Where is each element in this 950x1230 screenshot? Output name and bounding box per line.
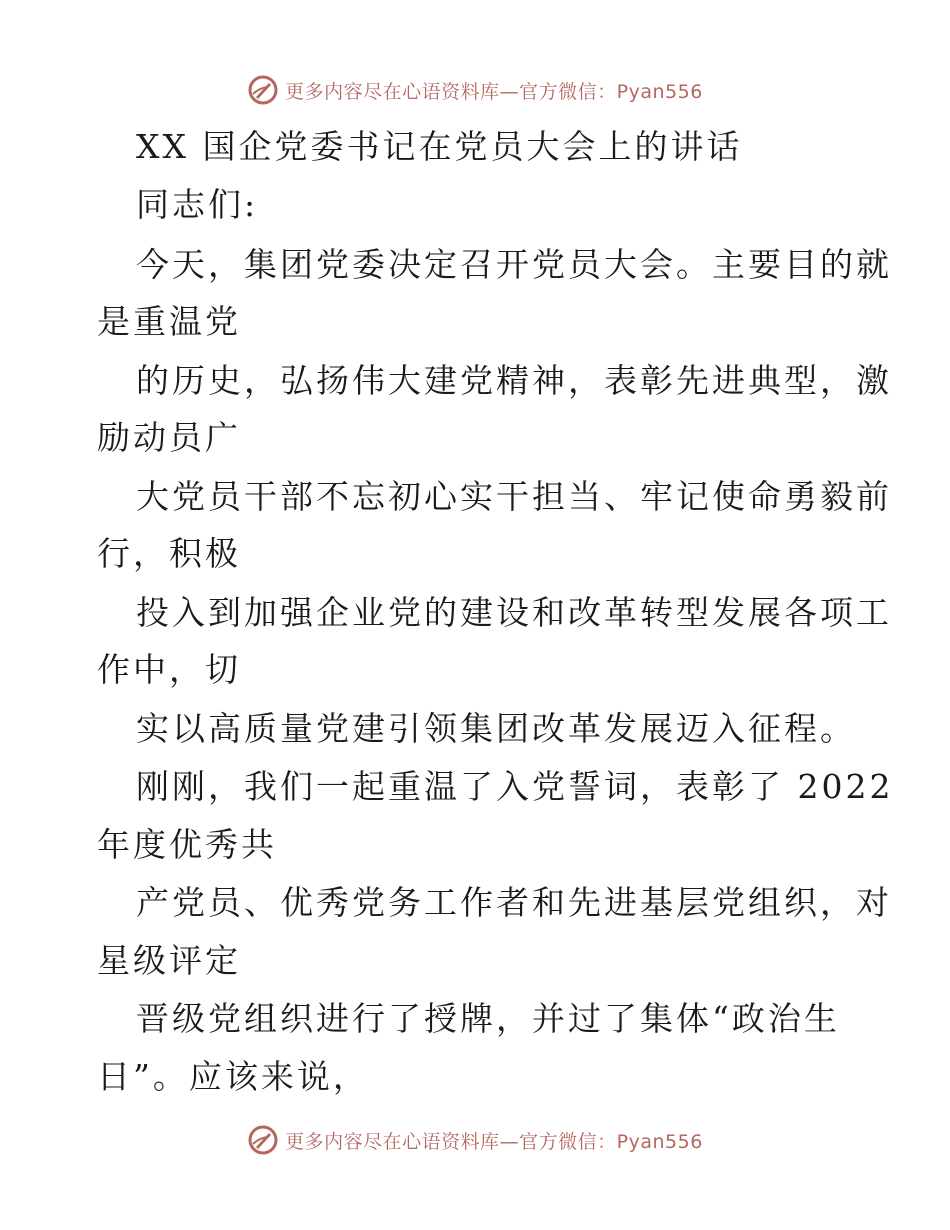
paragraph-line: 励动员广 — [97, 418, 241, 457]
footer-watermark-text: 更多内容尽在心语资料库—官方微信：Pyan556 — [285, 1130, 703, 1153]
paragraph-line: 投入到加强企业党的建设和改革转型发展各项工 — [136, 593, 892, 632]
paragraph-line: 晋级党组织进行了授牌，并过了集体“政治生 — [136, 999, 840, 1038]
paragraph-line: 作中，切 — [97, 650, 241, 689]
paragraph-line: 今天，集团党委决定召开党员大会。主要目的就 — [136, 245, 892, 284]
header-watermark-text: 更多内容尽在心语资料库—官方微信：Pyan556 — [285, 80, 703, 103]
paragraph-line: 日”。应该来说， — [97, 1057, 369, 1096]
paragraph-line: 产党员、优秀党务工作者和先进基层党组织，对 — [136, 883, 892, 922]
paragraph-line: 刚刚，我们一起重温了入党誓词，表彰了 2022 — [136, 767, 894, 806]
paragraph-line: 行，积极 — [97, 534, 241, 573]
paragraph-line: 年度优秀共 — [97, 825, 277, 864]
paragraph-line: 实以高质量党建引领集团改革发展迈入征程。 — [136, 709, 856, 748]
salutation: 同志们: — [136, 185, 259, 224]
paragraph-line: 是重温党 — [97, 302, 241, 341]
footer-watermark — [0, 1120, 950, 1160]
paragraph-line: 的历史，弘扬伟大建党精神，表彰先进典型，激 — [136, 361, 892, 400]
quill-circle-logo-icon — [247, 1124, 279, 1156]
paragraph-line: 星级评定 — [97, 941, 241, 980]
document-title: XX 国企党委书记在党员大会上的讲话 — [136, 127, 743, 166]
paragraph-line: 大党员干部不忘初心实干担当、牢记使命勇毅前 — [136, 477, 892, 516]
